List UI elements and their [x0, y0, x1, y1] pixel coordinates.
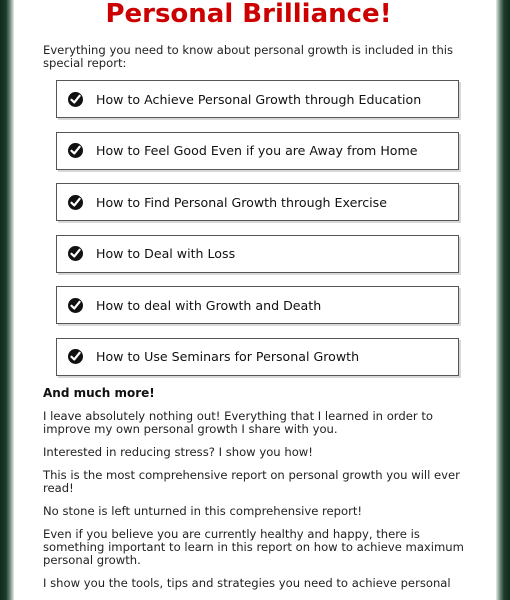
checklist-item [56, 235, 459, 273]
checkmark-circle-icon [68, 143, 83, 158]
content-area [43, 0, 464, 590]
headline: Personal Brilliance! [105, 0, 392, 29]
checklist-item-label: How to Use Seminars for Personal Growth [96, 349, 360, 365]
checklist-item-label: How to deal with Growth and Death [96, 297, 322, 313]
checklist-item [56, 338, 459, 376]
checkmark-circle-icon [68, 92, 83, 107]
intro-text: Everything you need to know about personal growth is included in this special report: [43, 43, 454, 70]
left-border [0, 0, 14, 600]
checkmark-circle-icon [68, 246, 83, 261]
body-paragraph: I show you the tools, tips and strategies you need to achieve personal [43, 575, 451, 590]
checkmark-circle-icon [68, 298, 83, 313]
checkmark-circle-icon [68, 349, 83, 364]
and-much-more: And much more! [43, 385, 155, 400]
body-paragraph: This is the most comprehensive report on personal growth you will ever read! [43, 467, 460, 495]
checklist-item-label: How to Feel Good Even if you are Away from Home [96, 143, 418, 159]
body-paragraph: Interested in reducing stress? I show you how! [43, 444, 313, 459]
checkmark-circle-icon [68, 195, 83, 210]
checklist-item [56, 286, 459, 324]
checklist-item-label: How to Achieve Personal Growth through Education [96, 91, 422, 107]
checklist-item-label: How to Deal with Loss [96, 246, 236, 262]
body-paragraph: Even if you believe you are currently healthy and happy, there is something important to learn in this report on how to achieve maximum personal growth. [43, 526, 464, 567]
checklist-item [56, 183, 459, 221]
body-paragraph: I leave absolutely nothing out! Everything that I learned in order to improve my own personal growth I share with you. [43, 408, 433, 436]
right-border [496, 0, 510, 600]
body-paragraph: No stone is left unturned in this comprehensive report! [43, 503, 363, 518]
benefits-checklist [56, 80, 459, 376]
checklist-item-label: How to Find Personal Growth through Exercise [96, 194, 387, 210]
checklist-item [56, 132, 459, 170]
checklist-item [56, 80, 459, 118]
